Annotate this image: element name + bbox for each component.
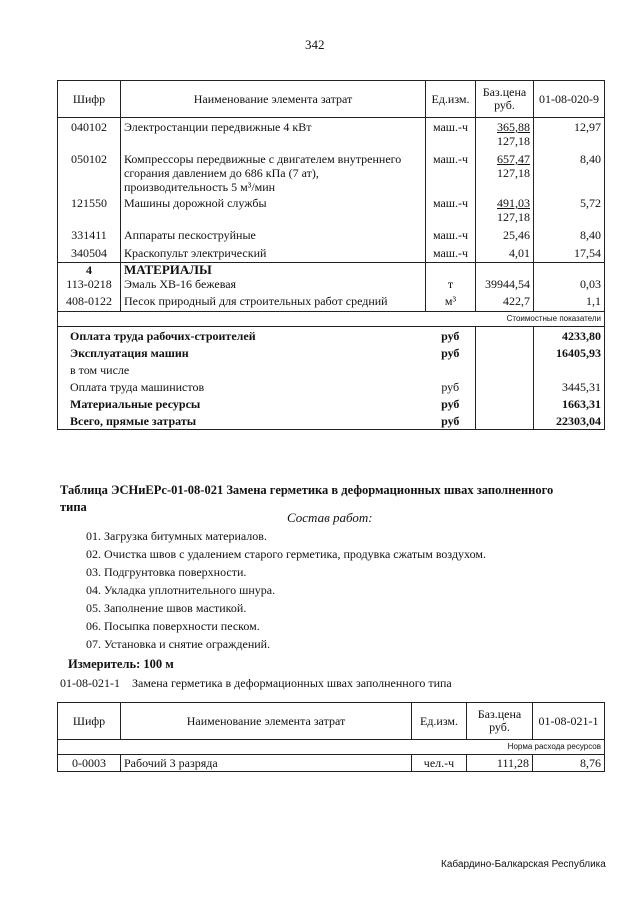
summary-name: Всего, прямые затраты [58,412,426,430]
row-price [476,226,534,244]
summary-row [58,327,605,345]
price-value: 4,01 [509,246,530,260]
row-code: 331411 [58,226,121,244]
table-row [58,226,605,244]
table-row [58,150,605,194]
summary-name: Эксплуатация машин [58,344,426,361]
resources-table [57,80,605,430]
price-value: 25,46 [503,228,530,242]
summary-value: 4233,80 [534,327,605,345]
table-row [58,244,605,263]
row-value: 8,76 [533,755,605,772]
empty [476,412,534,430]
page-number: 342 [305,37,325,52]
empty [476,263,534,278]
summary-row [58,361,605,378]
norm-label: Норма расхода ресурсов [58,740,605,755]
summary-unit [426,361,476,378]
row-code: 408-0122 [58,294,121,312]
price-wage-value: 127,18 [497,210,530,224]
header-name: Наименование элемента затрат [121,703,412,740]
work-item: 01. Загрузка битумных материалов. [86,529,267,543]
summary-value: 1663,31 [534,395,605,412]
work-item: 03. Подгрунтовка поверхности. [86,565,247,579]
summary-row [58,344,605,361]
row-name [121,150,426,194]
summary-name: Оплата труда машинистов [58,378,426,395]
section-name: МАТЕРИАЛЫ [121,263,426,278]
empty [534,263,605,278]
row-value: 8,40 [534,150,605,194]
row-name: Эмаль ХВ-16 бежевая [121,277,426,294]
empty [476,361,534,378]
row-value: 17,54 [534,244,605,263]
row-name [121,194,426,226]
row-code: 113-0218 [58,277,121,294]
summary-row [58,412,605,430]
price-value: 491,03 [497,196,530,210]
summary-value: 22303,04 [534,412,605,430]
table-header [58,703,605,740]
measure: Измеритель: 100 м [68,657,174,671]
row-price: 422,7 [476,294,534,312]
row-unit: маш.-ч [426,226,476,244]
row-price [476,150,534,194]
name-line: производительность 5 м³/мин [124,180,276,194]
summary-value [534,361,605,378]
price-value: 365,88 [497,120,530,134]
price-wage-value: 127,18 [497,166,530,180]
work-item: 06. Посыпка поверхности песком. [86,619,260,633]
row-unit: маш.-ч [426,194,476,226]
price-wage-value: 127,18 [497,134,530,148]
material-row [58,277,605,294]
header-price: Баз.цена руб. [476,81,534,118]
summary-row [58,395,605,412]
empty [476,327,534,345]
header-name: Наименование элемента затрат [121,81,426,118]
name-line: Электростанции передвижные 4 кВт [124,120,312,134]
footer-region: Кабардино-Балкарская Республика [441,859,606,870]
title-line: Таблица ЭСНиЕРс-01-08-021 Замена герметика в деформационных швах заполненного [60,483,554,497]
empty [426,263,476,278]
section-code: 4 [58,263,121,278]
row-name [121,244,426,263]
table-header [58,81,605,118]
row-code: 121550 [58,194,121,226]
row-name [121,226,426,244]
row-value: 8,40 [534,226,605,244]
work-item: 02. Очистка швов с удалением старого герметика, продувка сжатым воздухом. [86,547,486,561]
row-value: 5,72 [534,194,605,226]
table-row [58,118,605,151]
table-row [58,755,605,772]
header-code: Шифр [58,81,121,118]
name-line: Компрессоры передвижные с двигателем внутреннего [124,152,402,166]
row-code: 050102 [58,150,121,194]
header-code: Шифр [58,703,121,740]
row-code: 340504 [58,244,121,263]
row-name: Песок природный для строительных работ средний [121,294,426,312]
summary-row [58,378,605,395]
summary-unit: руб [441,379,460,394]
summary-name: Оплата труда рабочих-строителей [58,327,426,345]
name-line: Аппараты пескоструйные [124,228,256,242]
work-item: 04. Укладка уплотнительного шнура. [86,583,276,597]
row-name: Рабочий 3 разряда [121,755,412,772]
row-code: 040102 [58,118,121,151]
row-unit: маш.-ч [426,150,476,194]
row-price [476,244,534,263]
header-value: 01-08-021-1 [533,703,605,740]
name-line: сгорания давлением до 686 кПа (7 ат), [124,166,319,180]
title-line: типа [60,500,87,514]
summary-value: 3445,31 [534,378,605,395]
code-line: 01-08-021-1 Замена герметика в деформационных швах заполненного типа [60,676,452,690]
summary-name: в том числе [58,361,426,378]
work-item: 07. Установка и снятие ограждений. [86,637,271,651]
row-unit: маш.-ч [426,118,476,151]
section-row [58,263,605,278]
row-value: 0,03 [534,277,605,294]
row-price: 39944,54 [476,277,534,294]
row-price [476,194,534,226]
summary-unit: руб [441,396,460,411]
row-unit: чел.-ч [412,755,467,772]
row-price: 111,28 [467,755,533,772]
summary-name: Материальные ресурсы [58,395,426,412]
summary-value: 16405,93 [534,344,605,361]
cost-label: Стоимостные показатели [58,312,605,327]
row-value: 12,97 [534,118,605,151]
row-value: 1,1 [534,294,605,312]
header-price: Баз.цена руб. [467,703,533,740]
row-price [476,118,534,151]
material-row [58,294,605,312]
header-value: 01-08-020-9 [534,81,605,118]
table-row [58,194,605,226]
price-value: 657,47 [497,152,530,166]
work-item: 05. Заполнение швов мастикой. [86,601,247,615]
empty [476,378,534,395]
row-code: 0-0003 [58,755,121,772]
resources-table-2 [57,702,605,772]
header-unit: Ед.изм. [412,703,467,740]
name-line: Машины дорожной службы [124,196,267,210]
works-list [86,529,486,655]
summary-unit: руб [441,345,460,360]
row-unit: т [426,277,476,294]
summary-unit: руб [426,412,476,430]
empty [476,395,534,412]
row-unit: маш.-ч [426,244,476,263]
header-unit: Ед.изм. [426,81,476,118]
row-name [121,118,426,151]
row-unit: м³ [426,294,476,312]
empty [476,344,534,361]
summary-unit: руб [441,328,460,343]
works-heading: Состав работ: [287,510,373,525]
name-line: Краскопульт электрический [124,246,267,260]
